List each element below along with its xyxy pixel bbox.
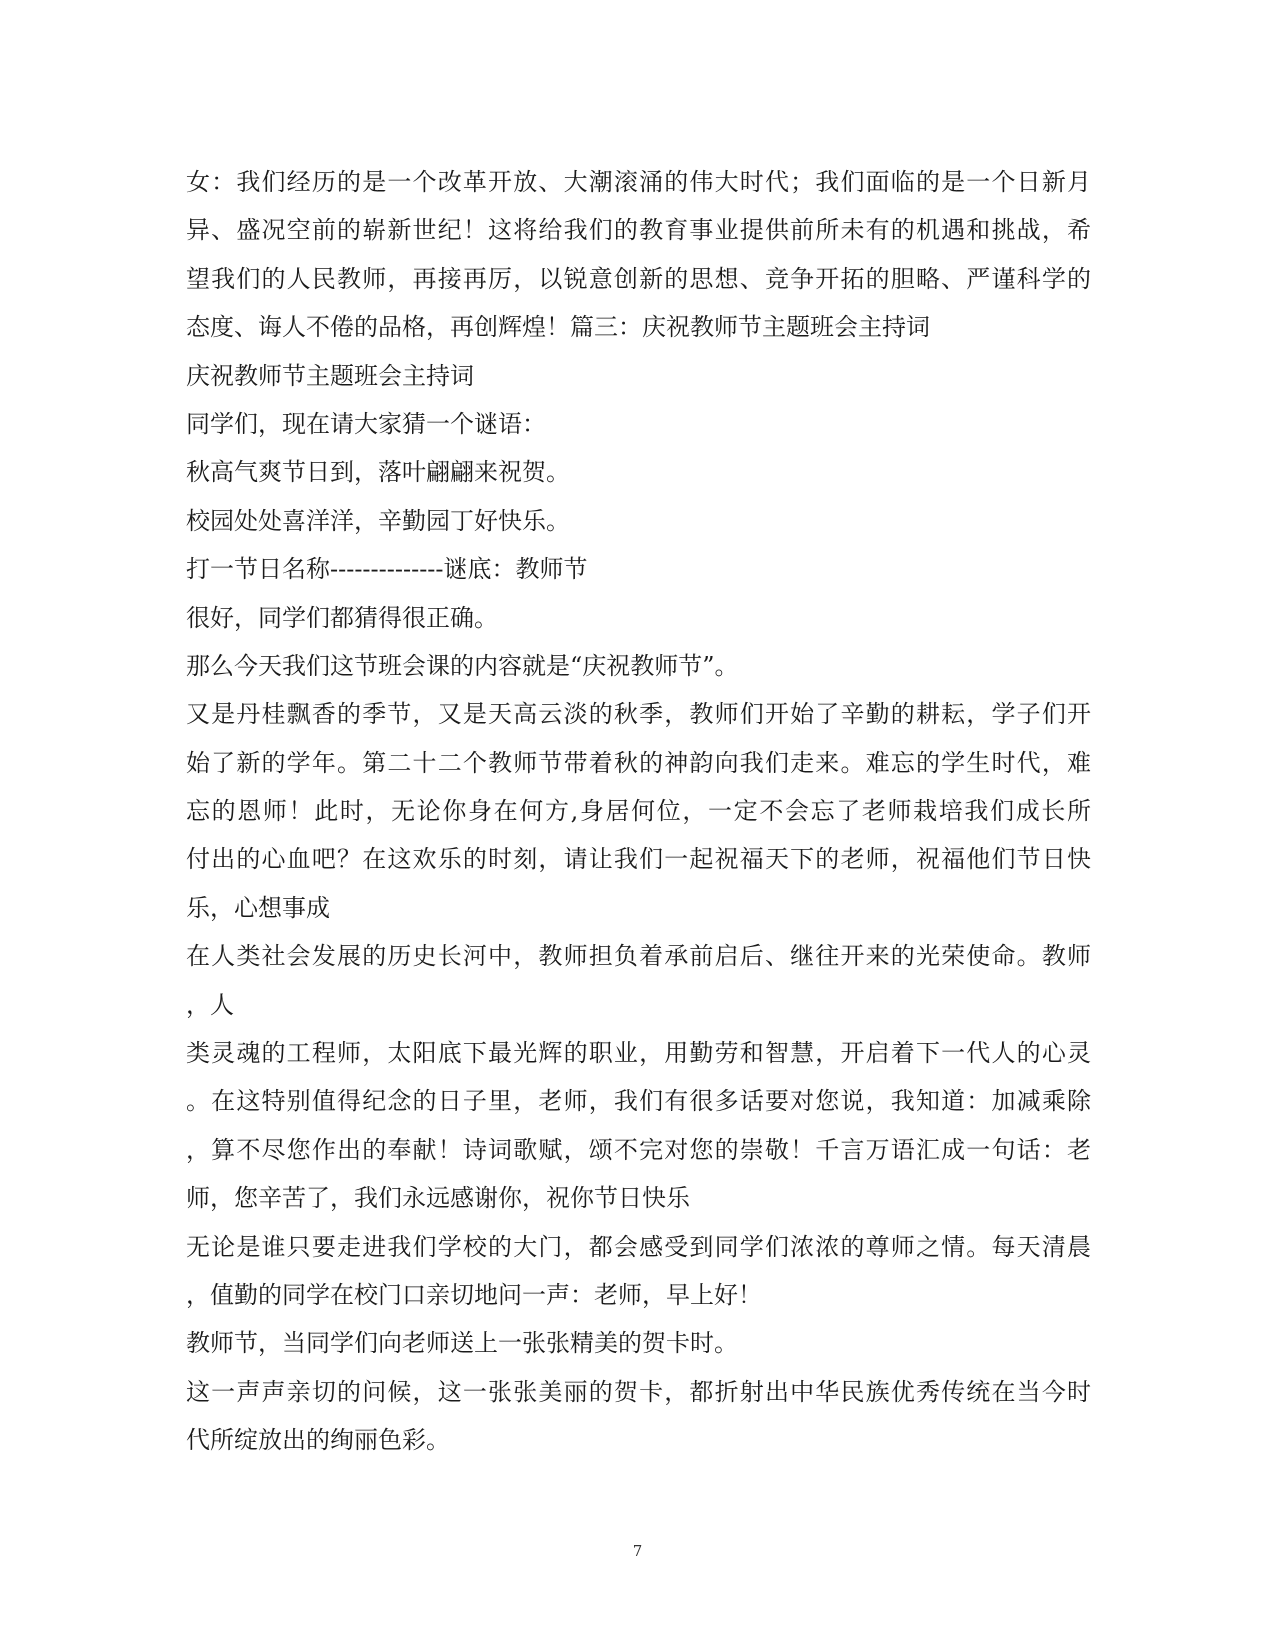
text-line: 庆祝教师节主题班会主持词 <box>186 361 474 390</box>
text-line: 同学们，现在请大家猜一个谜语： <box>186 409 546 438</box>
text-line: 教师节，当同学们向老师送上一张张精美的贺卡时。 <box>186 1329 738 1358</box>
text-line: 女：我们经历的是一个改革开放、大潮滚涌的伟大时代；我们面临的是一个日新月 <box>186 168 1091 196</box>
text-line: 态度、诲人不倦的品格，再创辉煌！篇三：庆祝教师节主题班会主持词 <box>186 313 930 342</box>
text-line: 代所绽放出的绚丽色彩。 <box>186 1426 450 1455</box>
text-line: 始了新的学年。第二十二个教师节带着秋的神韵向我们走来。难忘的学生时代，难 <box>186 748 1091 777</box>
text-line: 忘的恩师！此时，无论你身在何方,身居何位，一定不会忘了老师栽培我们成长所 <box>186 797 1091 826</box>
text-line: 又是丹桂飘香的季节，又是天高云淡的秋季，教师们开始了辛勤的耕耘，学子们开 <box>186 700 1091 729</box>
text-line: 类灵魂的工程师，太阳底下最光辉的职业，用勤劳和智慧，开启着下一代人的心灵 <box>186 1039 1091 1068</box>
text-line: 师，您辛苦了，我们永远感谢你，祝你节日快乐 <box>186 1184 690 1213</box>
text-line: 很好，同学们都猜得很正确。 <box>186 603 498 632</box>
body-text <box>186 158 1091 1465</box>
text-line: 。在这特别值得纪念的日子里，老师，我们有很多话要对您说，我知道：加减乘除 <box>186 1087 1091 1116</box>
text-line: 秋高气爽节日到，落叶翩翩来祝贺。 <box>186 458 570 487</box>
text-line: 望我们的人民教师，再接再厉，以锐意创新的思想、竞争开拓的胆略、严谨科学的 <box>186 264 1091 293</box>
text-line: 异、盛况空前的崭新世纪！这将给我们的教育事业提供前所未有的机遇和挑战，希 <box>186 216 1091 245</box>
text-line: 乐，心想事成 <box>186 893 330 922</box>
text-line: 打一节日名称--------------谜底：教师节 <box>186 555 588 584</box>
text-line: ，值勤的同学在校门口亲切地问一声：老师，早上好！ <box>186 1280 762 1309</box>
text-line: 这一声声亲切的问候，这一张张美丽的贺卡，都折射出中华民族优秀传统在当今时 <box>186 1377 1091 1406</box>
text-line: 在人类社会发展的历史长河中，教师担负着承前启后、继往开来的光荣使命。教师 <box>186 942 1091 971</box>
text-line: 那么今天我们这节班会课的内容就是“庆祝教师节”。 <box>186 651 739 680</box>
page-number: 7 <box>632 1542 643 1560</box>
text-line: ，人 <box>186 990 234 1019</box>
text-line: 付出的心血吧？在这欢乐的时刻，请让我们一起祝福天下的老师，祝福他们节日快 <box>186 845 1091 874</box>
text-line: 校园处处喜洋洋，辛勤园丁好快乐。 <box>186 506 570 535</box>
text-line: 无论是谁只要走进我们学校的大门，都会感受到同学们浓浓的尊师之情。每天清晨 <box>186 1232 1091 1261</box>
text-line: ，算不尽您作出的奉献！诗词歌赋，颂不完对您的崇敬！千言万语汇成一句话：老 <box>186 1135 1091 1164</box>
